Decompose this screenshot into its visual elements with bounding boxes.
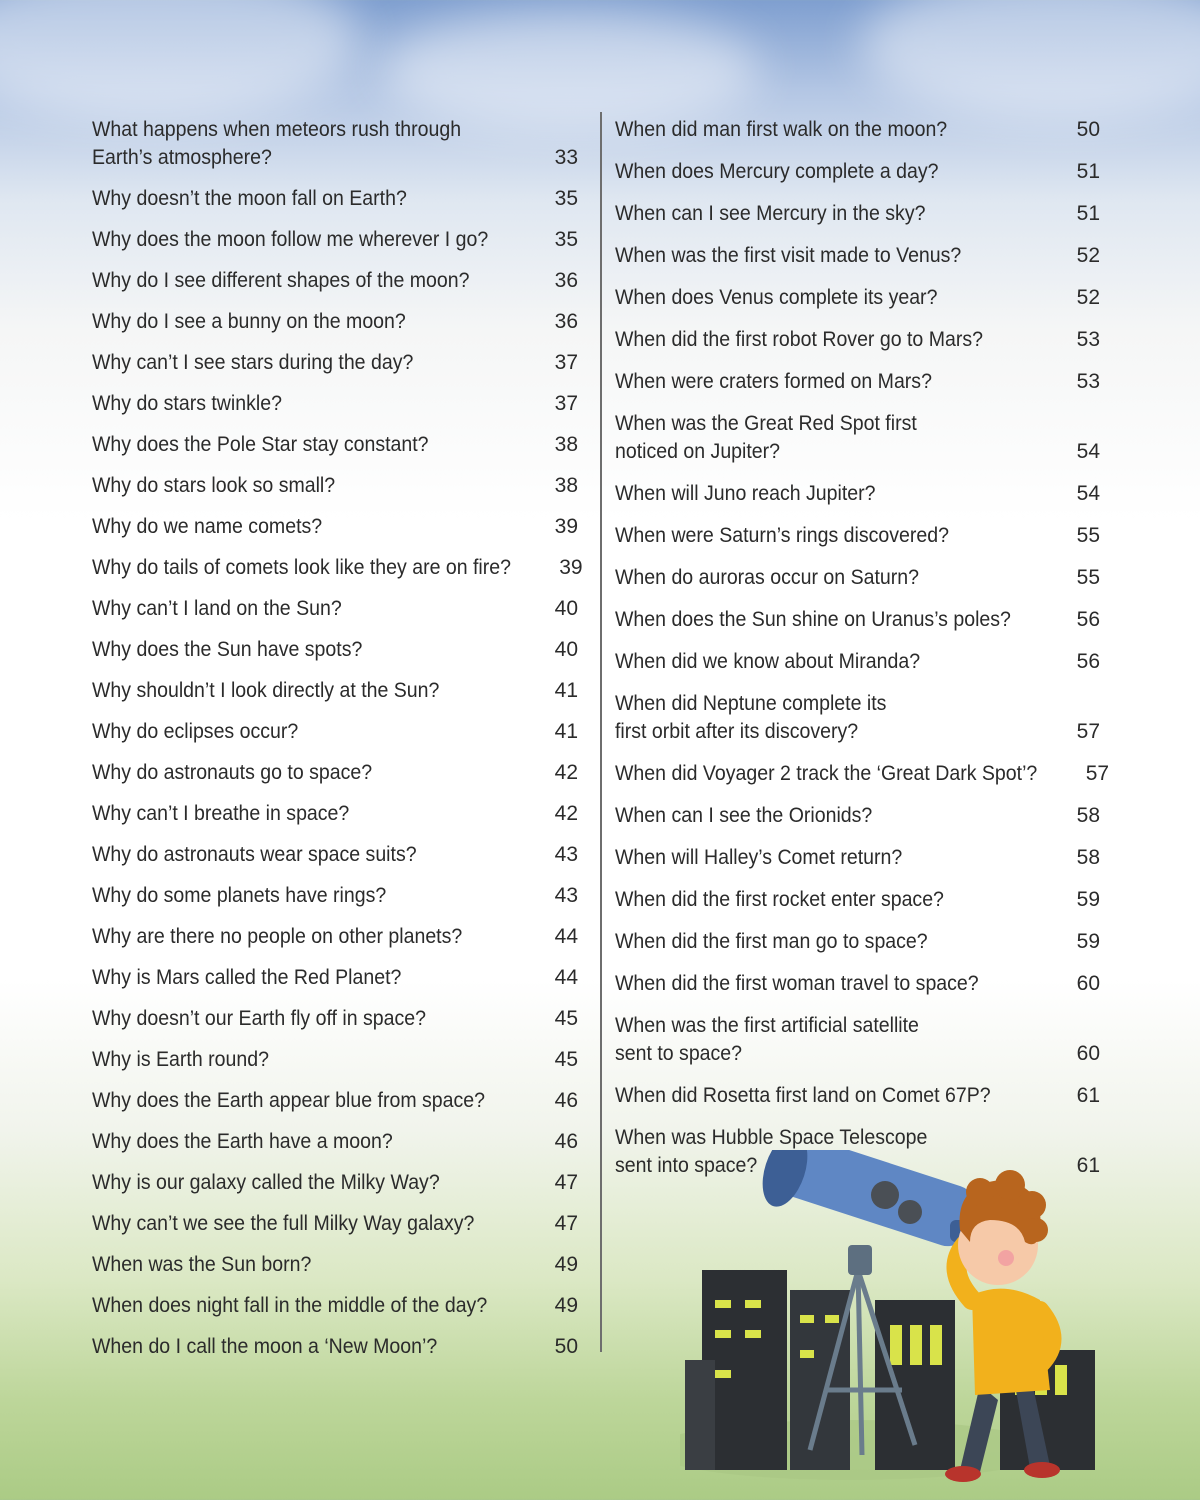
entry-question: Why do stars twinkle? (92, 392, 282, 415)
toc-entry[interactable] (615, 885, 1100, 915)
toc-entry[interactable] (92, 758, 578, 788)
entry-question: When can I see Mercury in the sky? (615, 202, 926, 225)
toc-entry[interactable] (92, 635, 578, 665)
entry-page-number: 50 (1076, 118, 1100, 141)
entry-page-number: 41 (554, 720, 578, 743)
entry-page-number: 56 (1076, 650, 1100, 673)
entry-question: When did the first man go to space? (615, 930, 928, 953)
toc-entry[interactable] (92, 1004, 578, 1034)
entry-question: When does night fall in the middle of the day? (92, 1294, 488, 1317)
entry-question: Why does the Pole Star stay constant? (92, 433, 429, 456)
toc-entry[interactable] (92, 430, 578, 460)
toc-entry[interactable] (615, 843, 1100, 873)
entry-page-number: 47 (554, 1212, 578, 1235)
toc-entry[interactable] (92, 840, 578, 870)
toc-entry[interactable] (92, 1291, 578, 1321)
entry-question: Why can’t I see stars during the day? (92, 351, 414, 374)
toc-entry[interactable] (92, 1332, 578, 1362)
entry-page-number: 57 (1085, 762, 1110, 785)
toc-entry[interactable] (615, 479, 1100, 509)
entry-question: Why does the Earth have a moon? (92, 1130, 393, 1153)
entry-question: Why do astronauts wear space suits? (92, 843, 417, 866)
tripod-mount (848, 1245, 872, 1275)
entry-question: Why doesn’t our Earth fly off in space? (92, 1007, 427, 1030)
entry-question: Why can’t we see the full Milky Way galaxy? (92, 1212, 475, 1235)
entry-page-number: 58 (1076, 846, 1100, 869)
entry-page-number: 52 (1076, 286, 1100, 309)
toc-entry[interactable] (615, 969, 1100, 999)
entry-page-number: 39 (554, 515, 578, 538)
entry-page-number: 49 (554, 1253, 578, 1276)
entry-page-number: 39 (559, 556, 583, 579)
entry-page-number: 42 (554, 802, 578, 825)
entry-page-number: 45 (554, 1007, 578, 1030)
toc-entry[interactable] (92, 1045, 578, 1075)
toc-entry[interactable] (92, 1209, 578, 1239)
entry-question: When was the Great Red Spot first noticed on Jupiter? (615, 412, 917, 463)
toc-entry[interactable] (615, 689, 1100, 747)
entry-page-number: 59 (1076, 888, 1100, 911)
entry-question: Why do we name comets? (92, 515, 323, 538)
entry-page-number: 47 (554, 1171, 578, 1194)
entry-page-number: 58 (1076, 804, 1100, 827)
entry-question: Why do some planets have rings? (92, 884, 387, 907)
boy-with-telescope-illustration (680, 1150, 1100, 1495)
entry-question: When was the first artificial satellite sent to space? (615, 1014, 919, 1065)
toc-entry[interactable] (92, 594, 578, 624)
entry-page-number: 36 (554, 310, 578, 333)
entry-question: Why is Mars called the Red Planet? (92, 966, 402, 989)
cloud-decoration (380, 10, 760, 130)
entry-page-number: 35 (554, 228, 578, 251)
entry-question: When does Venus complete its year? (615, 286, 938, 309)
toc-entry[interactable] (92, 799, 578, 829)
cloud-decoration (860, 0, 1200, 120)
toc-entry[interactable] (615, 1081, 1100, 1111)
entry-page-number: 42 (554, 761, 578, 784)
entry-question: Why does the moon follow me wherever I go? (92, 228, 489, 251)
entry-page-number: 43 (554, 843, 578, 866)
entry-question: When did the first robot Rover go to Mars? (615, 328, 983, 351)
toc-entry[interactable] (615, 157, 1100, 187)
entry-question: When do I call the moon a ‘New Moon’? (92, 1335, 438, 1358)
entry-question: When did we know about Miranda? (615, 650, 921, 673)
entry-question: When can I see the Orionids? (615, 804, 873, 827)
toc-entry[interactable] (615, 521, 1100, 551)
entry-page-number: 55 (1076, 524, 1100, 547)
toc-entry[interactable] (92, 1086, 578, 1116)
entry-question: What happens when meteors rush through Earth’s atmosphere? (92, 118, 462, 169)
toc-entry[interactable] (615, 409, 1100, 467)
entry-page-number: 44 (554, 925, 578, 948)
toc-entry[interactable] (92, 512, 578, 542)
entry-page-number: 61 (1076, 1154, 1100, 1177)
entry-question: Why do eclipses occur? (92, 720, 299, 743)
toc-entry[interactable] (615, 115, 1100, 145)
toc-entry[interactable] (92, 1127, 578, 1157)
entry-question: Why do tails of comets look like they are on fire? (92, 556, 512, 579)
toc-entry[interactable] (615, 241, 1100, 271)
entry-page-number: 46 (554, 1089, 578, 1112)
toc-entry[interactable] (92, 471, 578, 501)
entry-page-number: 55 (1076, 566, 1100, 589)
toc-entry[interactable] (92, 676, 578, 706)
entry-page-number: 51 (1076, 202, 1100, 225)
entry-question: When did man first walk on the moon? (615, 118, 948, 141)
entry-question: Why are there no people on other planets? (92, 925, 463, 948)
entry-page-number: 46 (554, 1130, 578, 1153)
toc-entry[interactable] (92, 881, 578, 911)
toc-entry[interactable] (615, 605, 1100, 635)
entry-page-number: 35 (554, 187, 578, 210)
toc-entry[interactable] (92, 1250, 578, 1280)
entry-question: Why can’t I land on the Sun? (92, 597, 342, 620)
entry-page-number: 50 (554, 1335, 578, 1358)
toc-entry[interactable] (615, 283, 1100, 313)
toc-entry[interactable] (615, 927, 1100, 957)
entry-page-number: 53 (1076, 370, 1100, 393)
entry-question: When do auroras occur on Saturn? (615, 566, 919, 589)
toc-entry[interactable] (92, 1168, 578, 1198)
entry-page-number: 41 (554, 679, 578, 702)
entry-question: Why do astronauts go to space? (92, 761, 373, 784)
column-divider (600, 112, 602, 1352)
entry-page-number: 53 (1076, 328, 1100, 351)
entry-page-number: 38 (554, 474, 578, 497)
entry-page-number: 54 (1076, 440, 1100, 463)
entry-question: Why doesn’t the moon fall on Earth? (92, 187, 407, 210)
entry-page-number: 57 (1076, 720, 1100, 743)
entry-page-number: 38 (554, 433, 578, 456)
entry-question: When were Saturn’s rings discovered? (615, 524, 949, 547)
entry-page-number: 37 (554, 351, 578, 374)
entry-page-number: 43 (554, 884, 578, 907)
entry-question: When did Neptune complete its first orbit after its discovery? (615, 692, 887, 743)
entry-page-number: 40 (554, 597, 578, 620)
toc-entry[interactable] (615, 801, 1100, 831)
toc-entry[interactable] (615, 367, 1100, 397)
entry-page-number: 44 (554, 966, 578, 989)
entry-page-number: 59 (1076, 930, 1100, 953)
toc-entry[interactable] (92, 348, 578, 378)
entry-question: When will Juno reach Jupiter? (615, 482, 876, 505)
entry-question: Why does the Earth appear blue from space? (92, 1089, 485, 1112)
toc-entry[interactable] (92, 717, 578, 747)
entry-question: Why do I see different shapes of the moon? (92, 269, 470, 292)
entry-page-number: 51 (1076, 160, 1100, 183)
entry-question: Why does the Sun have spots? (92, 638, 363, 661)
entry-question: Why is Earth round? (92, 1048, 269, 1071)
telescope-icon (754, 1150, 980, 1251)
entry-question: Why do stars look so small? (92, 474, 336, 497)
entry-page-number: 54 (1076, 482, 1100, 505)
entry-page-number: 49 (554, 1294, 578, 1317)
entry-question: When were craters formed on Mars? (615, 370, 932, 393)
entry-question: Why is our galaxy called the Milky Way? (92, 1171, 440, 1194)
toc-entry[interactable] (92, 553, 583, 583)
toc-entry[interactable] (92, 115, 578, 173)
entry-question: When was Hubble Space Telescope sent into space? (615, 1126, 928, 1177)
entry-question: When did Rosetta first land on Comet 67P? (615, 1084, 991, 1107)
toc-entry[interactable] (92, 307, 578, 337)
toc-entry[interactable] (615, 563, 1100, 593)
toc-entry[interactable] (92, 963, 578, 993)
entry-question: When was the first visit made to Venus? (615, 244, 962, 267)
toc-entry[interactable] (92, 225, 578, 255)
toc-entry[interactable] (92, 184, 578, 214)
toc-entry[interactable] (615, 199, 1100, 229)
cloud-decoration (0, 0, 360, 120)
entry-page-number: 52 (1076, 244, 1100, 267)
toc-entry[interactable] (615, 759, 1110, 789)
entry-question: Why can’t I breathe in space? (92, 802, 350, 825)
toc-entry[interactable] (92, 266, 578, 296)
entry-question: When did Voyager 2 track the ‘Great Dark Spot’? (615, 762, 1038, 785)
entry-page-number: 60 (1076, 972, 1100, 995)
entry-page-number: 36 (554, 269, 578, 292)
entry-question: When does the Sun shine on Uranus’s poles? (615, 608, 1011, 631)
entry-page-number: 56 (1076, 608, 1100, 631)
toc-entry[interactable] (615, 647, 1100, 677)
entry-page-number: 33 (554, 146, 578, 169)
entry-question: When was the Sun born? (92, 1253, 312, 1276)
toc-entry[interactable] (615, 325, 1100, 355)
toc-right-column (615, 115, 1110, 1193)
entry-page-number: 45 (554, 1048, 578, 1071)
entry-question: Why shouldn’t I look directly at the Sun? (92, 679, 440, 702)
toc-left-column (92, 115, 583, 1373)
entry-question: When did the first rocket enter space? (615, 888, 944, 911)
entry-page-number: 60 (1076, 1042, 1100, 1065)
entry-page-number: 40 (554, 638, 578, 661)
entry-question: When did the first woman travel to space? (615, 972, 979, 995)
entry-page-number: 37 (554, 392, 578, 415)
toc-entry[interactable] (615, 1011, 1100, 1069)
toc-entry[interactable] (92, 922, 578, 952)
toc-entry[interactable] (92, 389, 578, 419)
entry-question: When does Mercury complete a day? (615, 160, 939, 183)
entry-question: When will Halley’s Comet return? (615, 846, 903, 869)
entry-page-number: 61 (1076, 1084, 1100, 1107)
entry-question: Why do I see a bunny on the moon? (92, 310, 406, 333)
